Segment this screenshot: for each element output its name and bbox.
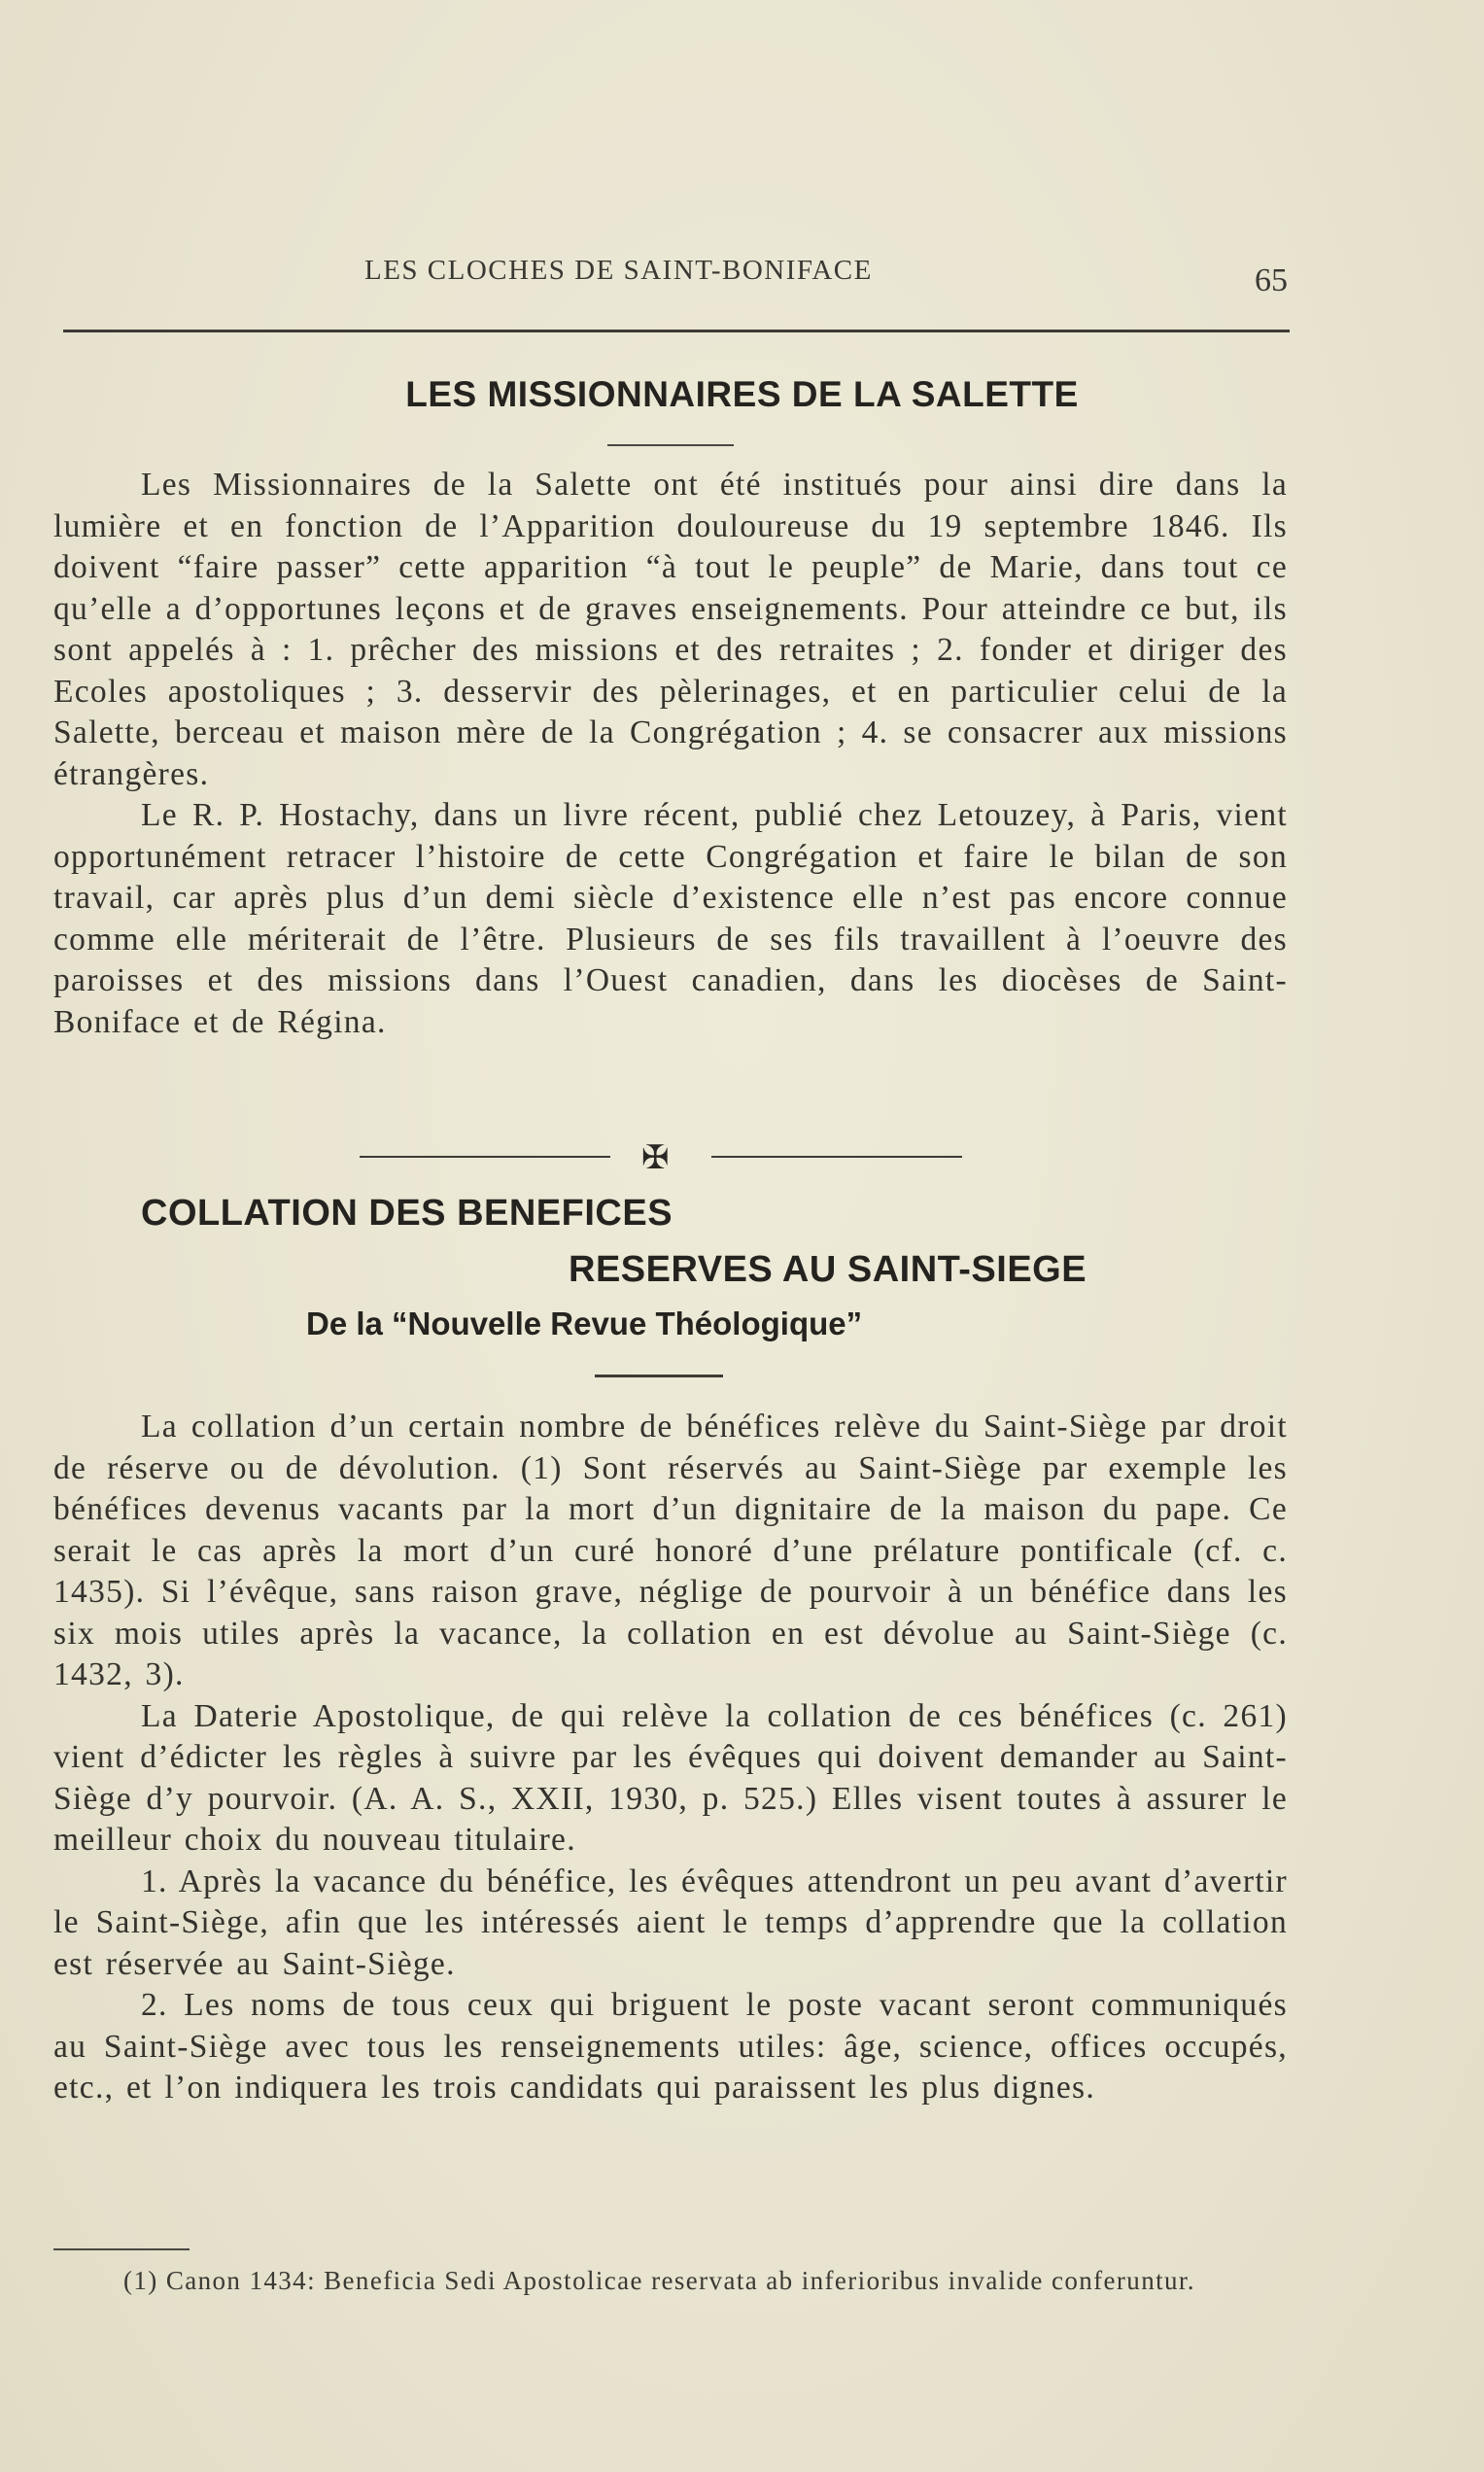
title-ornament-rule	[607, 444, 734, 446]
footnote-rule	[53, 2248, 190, 2250]
article1-body	[53, 465, 1288, 1043]
section-divider	[360, 1140, 962, 1176]
subtitle-rule	[595, 1375, 723, 1377]
article2-paragraph: La Daterie Apostolique, de qui relève la collation de ces bénéfices (c. 261) vient d’édicter les règles à suivre par les évêques qui doivent demander au Saint-Siège d’y pourvoir. (A. A. S., XXII, 1930, p. 525.) Elles visent toutes à assurer le meilleur choix du nouveau titulaire.	[53, 1697, 1288, 1858]
article1-paragraph: Les Missionnaires de la Salette ont été institués pour ainsi dire dans la lumière et en fonction de l’Apparition douloureuse du 19 septembre 1846. Ils doivent “faire passer” cette apparition “à tout le peuple” de Marie, dans tout ce qu’elle a d’opportunes leçons et de graves enseignements. Pour atteindre ce but, ils sont appelés à : 1. prêcher des missions et des retraites ; 2. fonder et diriger des Ecoles apostoliques ; 3. desservir des pèlerinages, et en particulier celui de la Salette, berceau et maison mère de la Congrégation ; 4. se consacrer aux missions étrangères.	[53, 467, 1288, 792]
article2-title-line2: RESERVES AU SAINT-SIEGE	[569, 1249, 1087, 1290]
divider-line-left	[360, 1156, 610, 1158]
article2-title-line1: COLLATION DES BENEFICES	[141, 1193, 673, 1234]
article2-paragraph: 2. Les noms de tous ceux qui briguent le poste vacant seront communiqués au Saint-Siège avec tous les renseignements utiles: âge, science, offices occupés, etc., et l’on indiquera les trois candidats qui paraissent les plus dignes.	[53, 1987, 1288, 2106]
header-rule	[63, 330, 1290, 332]
article2-paragraph: La collation d’un certain nombre de bénéfices relève du Saint-Siège par droit de réserve ou de dévolution. (1) Sont réservés au Saint-Siège par exemple les bénéfices devenus vacants par la mort d’un dignitaire de la maison du pape. Ce serait le cas après la mort d’un curé honoré d’une prélature pontificale (cf. c. 1435). Si l’évêque, sans raison grave, néglige de pourvoir à un bénéfice dans les six mois utiles après la vacance, la collation en est dévolue au Saint-Siège (c. 1432, 3).	[53, 1409, 1288, 1692]
running-title: LES CLOCHES DE SAINT-BONIFACE	[364, 255, 873, 286]
article2-body	[53, 1407, 1288, 2109]
maltese-cross-icon: ✠	[641, 1140, 670, 1176]
divider-line-right	[711, 1156, 962, 1158]
article2-paragraph: 1. Après la vacance du bénéfice, les évêques attendront un peu avant d’avertir le Saint-Siège, afin que les intéressés aient le temps d’apprendre que la collation est réservée au Saint-Siège.	[53, 1863, 1288, 1982]
article1-title: LES MISSIONNAIRES DE LA SALETTE	[405, 374, 1079, 414]
footnote: (1) Canon 1434: Beneficia Sedi Apostolicae reservata ab inferioribus invalide conferuntur.	[123, 2266, 1195, 2295]
article1-paragraph: Le R. P. Hostachy, dans un livre récent, publié chez Letouzey, à Paris, vient opportunément retracer l’histoire de cette Congrégation et faire le bilan de son travail, car après plus d’un demi siècle d’existence elle n’est pas encore connue comme elle mériterait de l’être. Plusieurs de ses fils travaillent à l’oeuvre des paroisses et des missions dans l’Ouest canadien, dans les diocèses de Saint-Boniface et de Régina.	[53, 797, 1288, 1040]
article2-subtitle: De la “Nouvelle Revue Théologique”	[306, 1306, 863, 1341]
running-head	[53, 255, 1288, 298]
page-number: 65	[1255, 262, 1288, 298]
